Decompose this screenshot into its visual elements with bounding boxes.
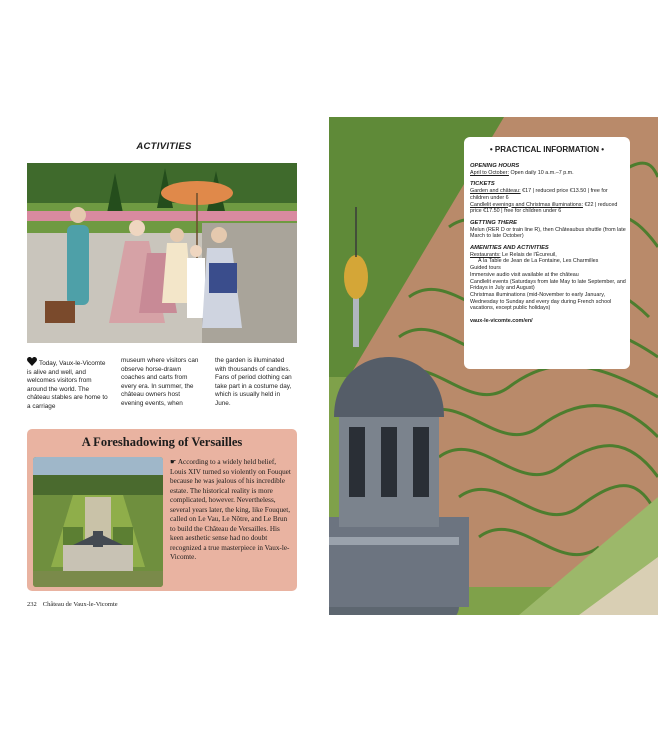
text-column-3: the garden is illuminated with thousands of candles. Fans of period clothing can take part in a costume day, which is usually held in June. xyxy=(215,357,292,407)
box-text xyxy=(170,458,292,563)
info-line-text: €22 | reduced price €17.50 | free for children under 6 xyxy=(470,201,618,215)
opening-hours-heading: OPENING HOURS xyxy=(470,163,520,169)
costumed-visitors-photo xyxy=(27,163,297,343)
sidebar-box xyxy=(27,429,297,591)
info-line-label: Candlelit evenings and Christmas illuminations: xyxy=(470,201,583,208)
info-line: Immersive audio visit available at the château xyxy=(470,271,579,278)
page-footer xyxy=(27,601,118,608)
info-line: Melun (RER D or train line R), then Châteaubus shuttle (from late March to late October) xyxy=(470,226,626,240)
intro-text-columns xyxy=(27,357,297,417)
running-head: Château de Vaux-le-Vicomte xyxy=(42,601,118,608)
info-body xyxy=(470,163,626,325)
info-line: À la Table de Jean de La Fontaine, Les Charmilles xyxy=(478,258,599,265)
tickets-heading: TICKETS xyxy=(470,181,495,188)
pointing-hand-icon: ☛ xyxy=(170,458,178,466)
text-column-2: museum where visitors can observe horse-drawn coaches and carts from every era. In summer, the château owners host evening events, when xyxy=(121,357,199,407)
info-line-label: Restaurants: xyxy=(470,251,501,258)
info-line-text: €17 | reduced price €13.50 | free for children under 6 xyxy=(470,188,608,201)
info-line: Candlelit events (Saturdays from late May to late September, and Fridays in July and August) xyxy=(470,278,626,292)
info-line-label: April to October: xyxy=(470,169,509,176)
info-title: • PRACTICAL INFORMATION • xyxy=(489,145,605,154)
box-title: A Foreshadowing of Versailles xyxy=(81,435,243,449)
box-body: According to a widely held belief, Louis XIV turned so violently on Fouquet because he was jealous of his incredible estate. The historical reality is more complicated, however. Nevertheless, several years later, the king, like Fouquet, called on Le Vau, Le Nôtre, and Le Brun to build the Château de Versailles. His keen aesthetic sense had no doubt recognized a true masterpiece in Vaux-le-Vicomte. xyxy=(170,458,291,561)
left-page xyxy=(22,117,306,615)
info-line: Guided tours xyxy=(470,265,501,272)
right-page xyxy=(329,117,658,615)
practical-info-panel xyxy=(464,137,630,369)
section-title: ACTIVITIES xyxy=(136,141,192,152)
info-line xyxy=(470,188,626,201)
heart-icon xyxy=(27,357,37,366)
text-column-1 xyxy=(27,357,109,412)
amenities-heading: AMENITIES AND ACTIVITIES xyxy=(470,245,549,252)
chateau-aerial-photo xyxy=(33,457,163,587)
info-line xyxy=(470,202,626,215)
info-line-text: Le Relais de l'Écureuil, xyxy=(500,251,557,258)
info-line-label: Garden and château: xyxy=(470,188,521,195)
website-link[interactable]: vaux-le-vicomte.com/en/ xyxy=(470,318,533,325)
getting-there-heading: GETTING THERE xyxy=(470,219,518,226)
text-column-1-body: Today, Vaux-le-Vicomte is alive and well, and welcomes visitors from around the world. The château stables are home to a carriage xyxy=(27,360,108,410)
info-line xyxy=(470,170,626,177)
info-line-text: Open daily 10 a.m.–7 p.m. xyxy=(508,169,574,176)
info-line: Christmas illuminations (mid-November to early January, Wednesday to Sunday and every day during French school vacations, except public holidays) xyxy=(470,291,612,312)
page-number: 232 xyxy=(27,601,37,608)
